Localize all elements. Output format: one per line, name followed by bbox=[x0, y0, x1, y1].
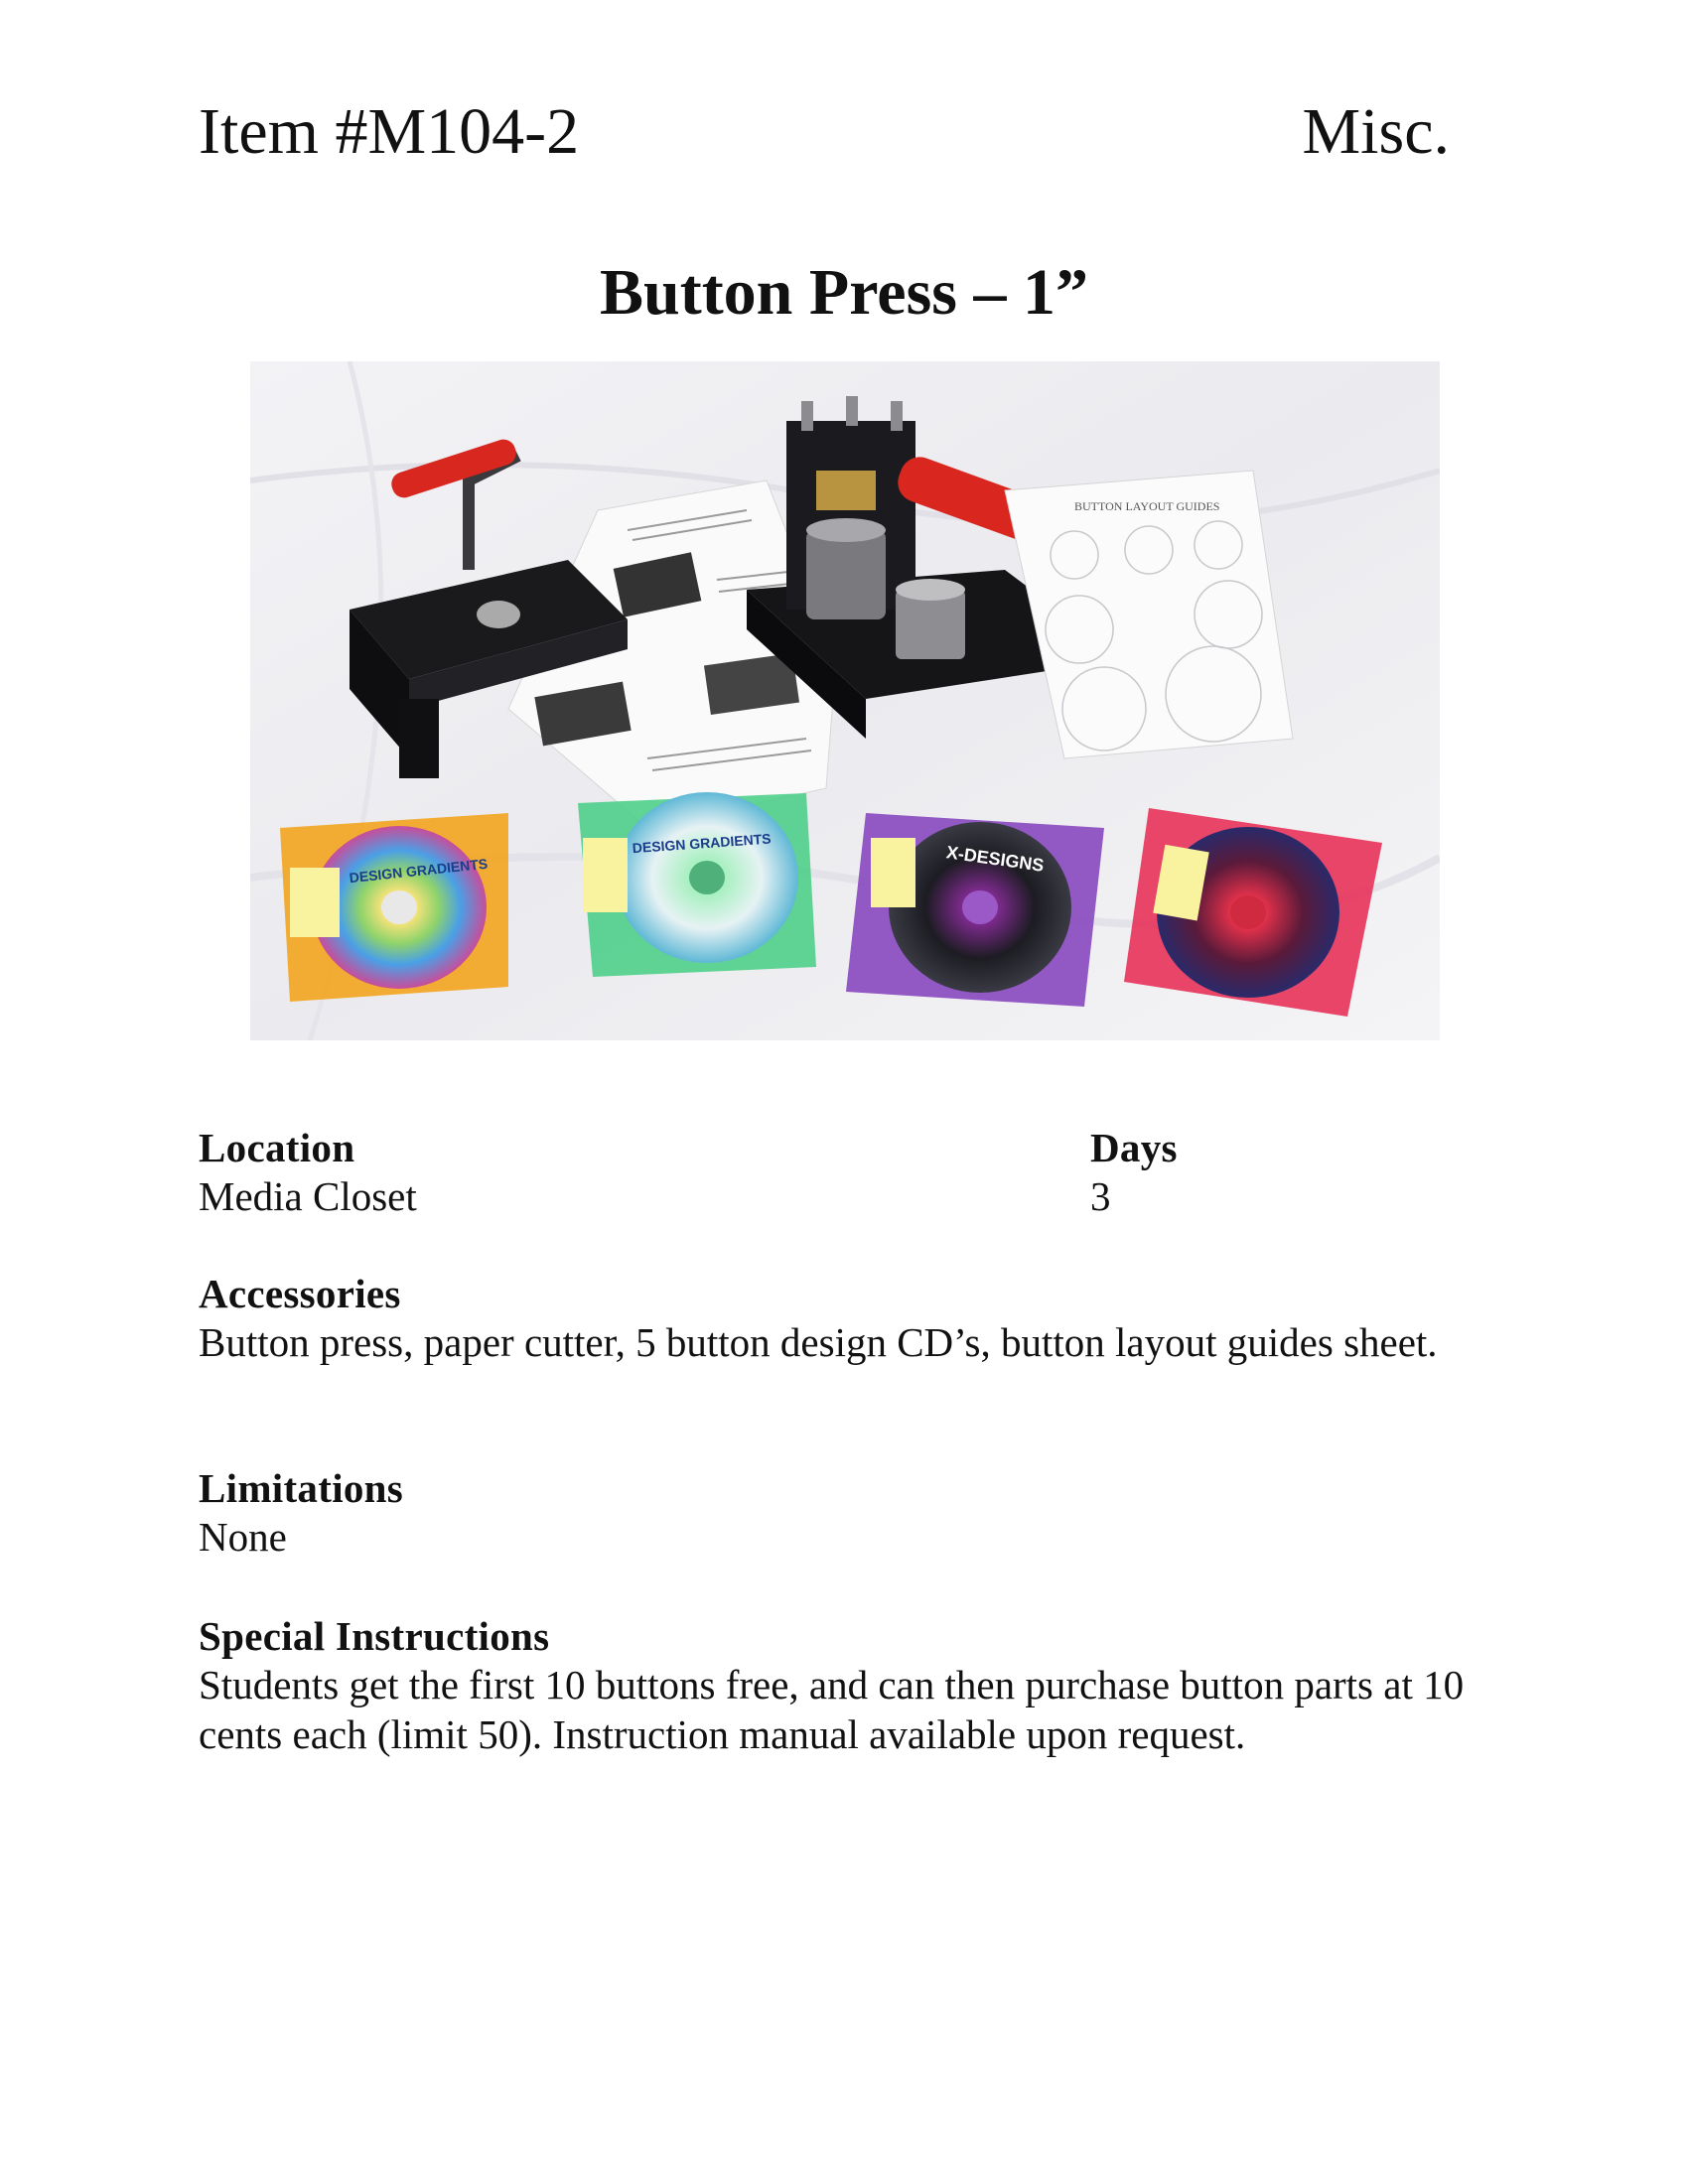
special-instructions-value: Students get the first 10 buttons free, and can then purchase button parts at 10 cents each (limit 50). Instruction manual available upon request. bbox=[199, 1662, 1465, 1757]
design-cd-red bbox=[1124, 808, 1382, 1017]
design-cd-green bbox=[578, 792, 816, 977]
design-cd-purple bbox=[846, 813, 1104, 1007]
limitations-field bbox=[199, 1464, 1499, 1562]
product-photo bbox=[250, 361, 1440, 1040]
svg-text:BUTTON LAYOUT GUIDES: BUTTON LAYOUT GUIDES bbox=[1074, 499, 1220, 513]
accessories-field bbox=[199, 1270, 1499, 1367]
limitations-label: Limitations bbox=[199, 1465, 404, 1511]
days-field bbox=[1090, 1124, 1487, 1221]
special-instructions-label: Special Instructions bbox=[199, 1613, 550, 1659]
svg-text:DESIGN GRADIENTS: DESIGN GRADIENTS bbox=[348, 855, 489, 887]
days-value: 3 bbox=[1090, 1173, 1111, 1219]
location-field bbox=[199, 1124, 993, 1221]
special-instructions-field bbox=[199, 1612, 1509, 1759]
accessories-value: Button press, paper cutter, 5 button design CD’s, button layout guides sheet. bbox=[199, 1319, 1438, 1365]
days-label: Days bbox=[1090, 1125, 1178, 1170]
item-number: Item #M104-2 bbox=[199, 95, 580, 168]
location-label: Location bbox=[199, 1125, 355, 1170]
location-value: Media Closet bbox=[199, 1173, 417, 1219]
page-title: Button Press – 1” bbox=[600, 256, 1088, 329]
design-cd-yellow bbox=[280, 813, 508, 1002]
accessories-label: Accessories bbox=[199, 1271, 401, 1316]
svg-text:X-DESIGNS: X-DESIGNS bbox=[944, 842, 1046, 876]
svg-text:DESIGN GRADIENTS: DESIGN GRADIENTS bbox=[632, 830, 773, 857]
item-category: Misc. bbox=[1302, 95, 1450, 168]
limitations-value: None bbox=[199, 1514, 287, 1560]
